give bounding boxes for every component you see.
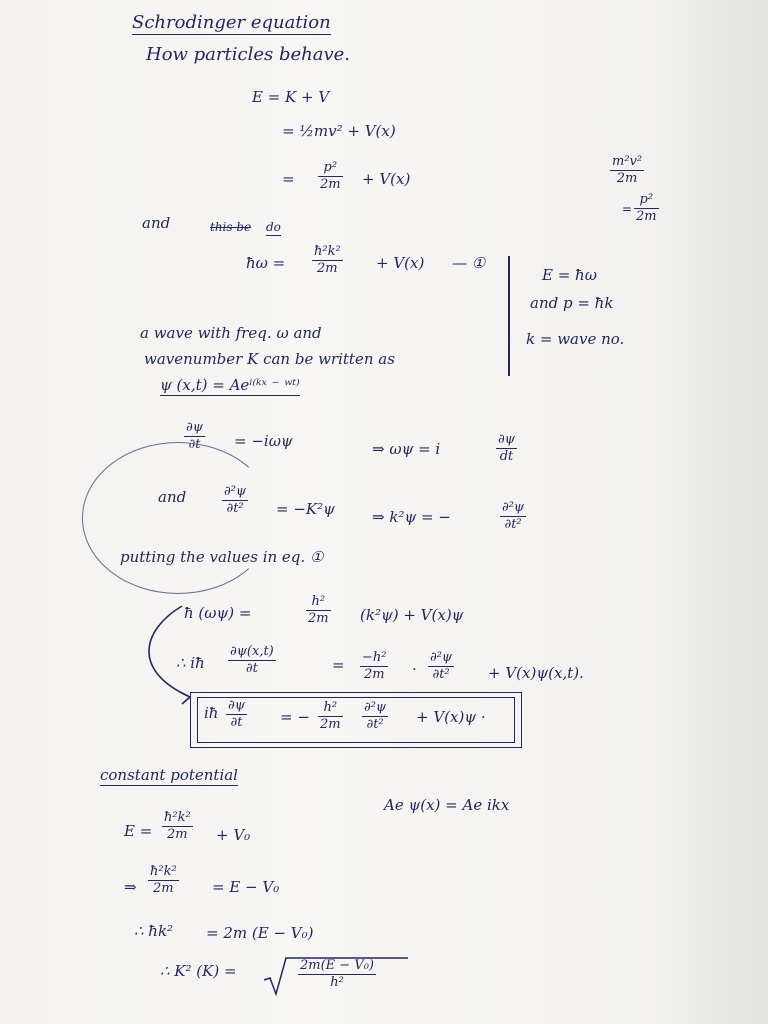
sub2-fraction: [228, 644, 276, 677]
eq1-fraction: [312, 244, 343, 277]
const1-tail: + V₀: [216, 826, 251, 844]
sub2-den-3: ∂t²: [432, 667, 450, 683]
const2-num: ħ²k²: [150, 864, 177, 879]
eq1-den: 2m: [317, 261, 338, 277]
deriv1-rhs: = −iωψ: [234, 432, 293, 450]
const4-den: h²: [330, 975, 344, 991]
deriv2-fraction: [222, 484, 248, 517]
side-note-fraction-1: [610, 154, 644, 187]
side-note-eq: =: [622, 202, 633, 216]
const2-tail: = E − V₀: [212, 878, 280, 896]
const4-num: 2m(E − V₀): [300, 958, 374, 973]
side-note-den-2: 2m: [636, 209, 657, 225]
sub2-num-2: −h²: [362, 650, 387, 665]
side-note-num-2: p²: [639, 192, 654, 207]
deriv2-den: ∂t²: [226, 501, 244, 517]
boxed-num: ∂ψ: [228, 698, 245, 713]
relation-energy: E = ħω: [542, 266, 597, 284]
eq1-lhs: ħω =: [246, 254, 286, 272]
deriv1-num-2: ∂ψ: [498, 432, 515, 447]
const1-den: 2m: [167, 827, 188, 843]
boxed-lhs: iħ: [204, 704, 219, 722]
wave-function: ψ (x,t) = Aeⁱ⁽ᵏˣ ⁻ ʷᵗ⁾: [160, 376, 300, 394]
energy-fraction-num: p²: [323, 160, 338, 175]
const4-fraction: [298, 958, 376, 991]
sub2-den-2: 2m: [363, 667, 385, 683]
deriv2-den-2: ∂t²: [504, 517, 522, 533]
deriv2-fraction-2: [500, 500, 526, 533]
energy-line-2: = ½mv² + V(x): [282, 122, 396, 140]
boxed-den: ∂t: [230, 715, 243, 731]
const3-tail: = 2m (E − V₀): [206, 924, 314, 942]
deriv2-num-2: ∂²ψ: [502, 500, 525, 515]
circle-sketch: [82, 442, 274, 594]
deriv1-fraction-2: [496, 432, 517, 465]
deriv1-den-2: dt: [499, 449, 514, 465]
boxed-tail: + V(x)ψ ·: [416, 708, 486, 726]
side-note-den: 2m: [616, 171, 638, 187]
deriv1-implication: ⇒ ωψ = i: [372, 440, 441, 458]
deriv2-rhs: = −K²ψ: [276, 500, 335, 518]
sub2-tail: + V(x)ψ(x,t).: [488, 664, 584, 682]
const3-lhs: ∴ ħk²: [134, 922, 174, 940]
putting-line: putting the values in eq. ①: [120, 548, 324, 566]
wave-text-line-2: wavenumber K can be written as: [144, 350, 395, 368]
sub2-num: ∂ψ(x,t): [230, 644, 274, 659]
boxed-fraction-2: [318, 700, 343, 733]
boxed-fraction: [226, 698, 247, 731]
boxed-den-3: ∂t²: [366, 717, 384, 733]
sub1-tail: (k²ψ) + V(x)ψ: [360, 606, 464, 624]
side-note-fraction-2: [634, 192, 659, 225]
sub2-fraction-3: [428, 650, 454, 683]
page-title: Schrodinger equation: [132, 12, 331, 33]
const1-fraction: [162, 810, 193, 843]
sub1-num: h²: [311, 594, 326, 609]
deriv2-and: and: [158, 488, 187, 506]
boxed-num-2: h²: [323, 700, 338, 715]
const1-lhs: E =: [124, 822, 153, 840]
sub2-den: ∂t: [245, 661, 258, 677]
sub2-fraction-2: [360, 650, 388, 683]
eq1-tail: + V(x): [376, 254, 425, 272]
energy-line-3-tail: + V(x): [362, 170, 411, 188]
and-label: and: [142, 214, 171, 232]
relation-divider: [508, 256, 510, 376]
boxed-fraction-3: [362, 700, 388, 733]
const2-fraction: [148, 864, 179, 897]
sub1-fraction: [306, 594, 331, 627]
relation-momentum: and p = ħk: [530, 294, 614, 312]
sub2-num-3: ∂²ψ: [430, 650, 453, 665]
deriv1-den: ∂t: [188, 437, 201, 453]
eq1-tag: — ①: [452, 254, 486, 272]
energy-line-3-eq: =: [282, 170, 295, 188]
boxed-den-2: 2m: [320, 717, 341, 733]
energy-line-1: E = K + V: [252, 88, 330, 106]
struck-word: this be: [210, 220, 252, 234]
relation-wave-number: k = wave no.: [526, 330, 625, 348]
energy-fraction-den: 2m: [320, 177, 341, 193]
wave-text-line-1: a wave with freq. ω and: [140, 324, 322, 342]
side-note-num: m²v²: [612, 154, 643, 169]
constant-potential-heading: constant potential: [100, 766, 238, 784]
boxed-eq: = −: [280, 708, 310, 726]
eq1-num: ħ²k²: [314, 244, 341, 259]
const2-lhs: ⇒: [124, 878, 137, 896]
deriv2-implication: ⇒ k²ψ = −: [372, 508, 451, 526]
const1-num: ħ²k²: [164, 810, 191, 825]
sub2-eq: =: [332, 656, 345, 674]
deriv2-num: ∂²ψ: [224, 484, 247, 499]
do-word: do: [266, 220, 281, 234]
sub2-lhs: ∴ iħ: [176, 654, 205, 672]
energy-fraction: [318, 160, 343, 193]
sub1-den: 2m: [308, 611, 329, 627]
const2-den: 2m: [153, 881, 174, 897]
sub1-lhs: ħ (ωψ) =: [184, 604, 252, 622]
deriv1-num: ∂ψ: [186, 420, 203, 435]
sub2-dot: ·: [412, 660, 417, 678]
intro-line: How particles behave.: [146, 44, 351, 65]
constant-psi: Ae ψ(x) = Ae ikx: [384, 796, 510, 814]
boxed-num-3: ∂²ψ: [364, 700, 387, 715]
const4-lhs: ∴ K² (K) =: [160, 962, 237, 980]
